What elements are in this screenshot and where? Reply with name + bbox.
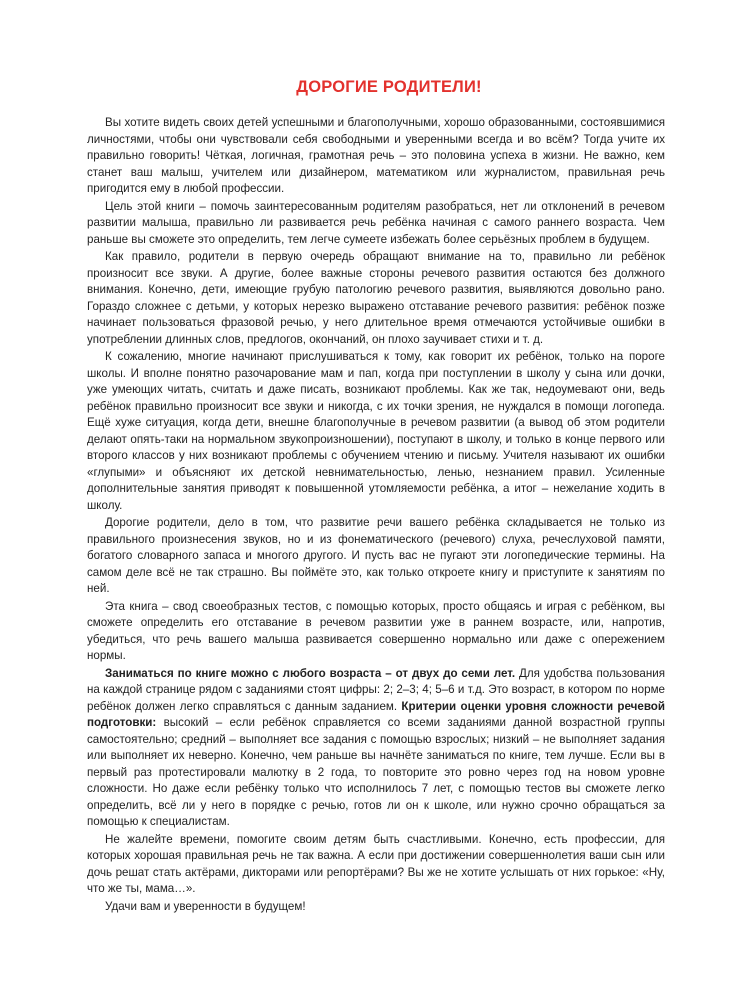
paragraph-book-goal: Цель этой книги – помочь заинтересованным родителям разобраться, нет ли отклонений в речевом развитии малыша, правильно ли развивается речь ребёнка начиная с самого раннего возраста. Чем раньше вы сможете это определить, тем легче сумеете избежать более серьёзных проблем в будущем. [87, 199, 665, 246]
criteria-text: высокий – если ребёнок справляется со всеми заданиями данной возрастной группы самостоятельно; средний – выполняет все задания с помощью взрослых; низкий – не выполняет задания или выполняет их неверно. Конечно, чем раньше вы начнёте заниматься по книге, тем лучше. Если вы в первый раз протестировали малютку в 2 года, то повторите это ровно через год на новом уровне сложности. Но даже если ребёнку только что исполнилось 7 лет, с помощью тестов вы сможете легко определить, всё ли у него в порядке с речью, готов ли он к школе, или нужно срочно обращаться за помощью к специалистам. [87, 716, 665, 828]
page-title: ДОРОГИЕ РОДИТЕЛИ! [296, 78, 482, 96]
paragraph-intro: Вы хотите видеть своих детей успешными и благополучными, хорошо образованными, состоявшимися личностями, чтобы они чувствовали себя свободными и уверенными всегда и во всём? Тогда учите их правильно говорить! Чёткая, логичная, грамотная речь – это половина успеха в жизни. Не важно, кем станет ваш малыш, учителем или дизайнером, математиком или журналистом, правильная речь пригодится ему в любой профессии. [87, 116, 665, 195]
document-page [87, 78, 665, 916]
age-range-statement: Заниматься по книге можно с любого возраста – от двух до семи лет. [105, 666, 516, 680]
criteria-heading: Критерии оценки уровня сложности речевой подготовки: [87, 699, 666, 729]
age-numbers-text: Для удобства пользования на каждой странице рядом с заданиями стоят цифры: 2; 2–3; 4; 5–6 и т.д. Это возраст, в котором по норме ребёнок должен легко справляться с данным заданием. [87, 666, 665, 713]
paragraph-tests: Эта книга – свод своеобразных тестов, с помощью которых, просто общаясь и играя с ребёнком, вы сможете определить его отставание в речевом развитии уже в раннем возрасте, или, напротив, убедиться, что речь вашего малыша развивается совершенно нормально или даже с опережением нормы. [87, 599, 665, 662]
paragraph-speech-development: Дорогие родители, дело в том, что развитие речи вашего ребёнка складывается не только из правильного произнесения звуков, но и из фонематического (речевого) слуха, речеслуховой памяти, богатого словарного запаса и многого другого. И пусть вас не пугают эти логопедические термины. На самом деле всё не так страшно. Вы поймёте это, как только откроете книгу и приступите к занятиям по ней. [87, 516, 665, 595]
paragraph-dont-spare-time: Не жалейте времени, помогите своим детям быть счастливыми. Конечно, есть профессии, для которых хорошая правильная речь не так важна. А если при достижении совершеннолетия ваши сын или дочь решат стать актёрами, дикторами или репортёрами? Вы же не хотите услышать от них горькое: «Ну, что же ты, мама…». [87, 832, 665, 895]
paragraph-good-luck: Удачи вам и уверенности в будущем! [105, 899, 306, 913]
paragraph-parents-attention: Как правило, родители в первую очередь обращают внимание на то, правильно ли ребёнок произносит все звуки. А другие, более важные стороны речевого развития остаются без должного внимания. Конечно, дети, имеющие грубую патологию речевого развития, выявляются довольно рано. Гораздо сложнее с детьми, у которых нерезко выражено отставание речевого развития: ребёнок позже начинает пользоваться фразовой речью, у него длительное время отмечаются устойчивые ошибки в употреблении длинных слов, предлогов, окончаний, он плохо заучивает стихи и т. д. [87, 250, 665, 346]
paragraph-school-problems: К сожалению, многие начинают прислушиваться к тому, как говорит их ребёнок, только на пороге школы. И вполне понятно разочарование мам и пап, когда при поступлении в школу у сына или дочки, уже умеющих читать, считать и даже писать, возникают проблемы. Как же так, недоумевают они, ведь ребёнок правильно произносит все звуки и никогда, с их точки зрения, не нуждался в помощи логопеда. Ещё хуже ситуация, когда дети, внешне благополучные в речевом развитии (а вывод об этом родители делают опять-таки на нормальном звукопроизношении), поступают в школу, и только в конце первого или второго классов у них возникают проблемы с обучением чтению и письму. Учителя называют их ошибки «глупыми» и объясняют их детской невнимательностью, ленью, незнанием правил. Усиленные дополнительные занятия приводят к повышенной утомляемости ребёнка, а итог – нежелание ходить в школу. [87, 350, 665, 512]
paragraph-levels [87, 666, 665, 831]
